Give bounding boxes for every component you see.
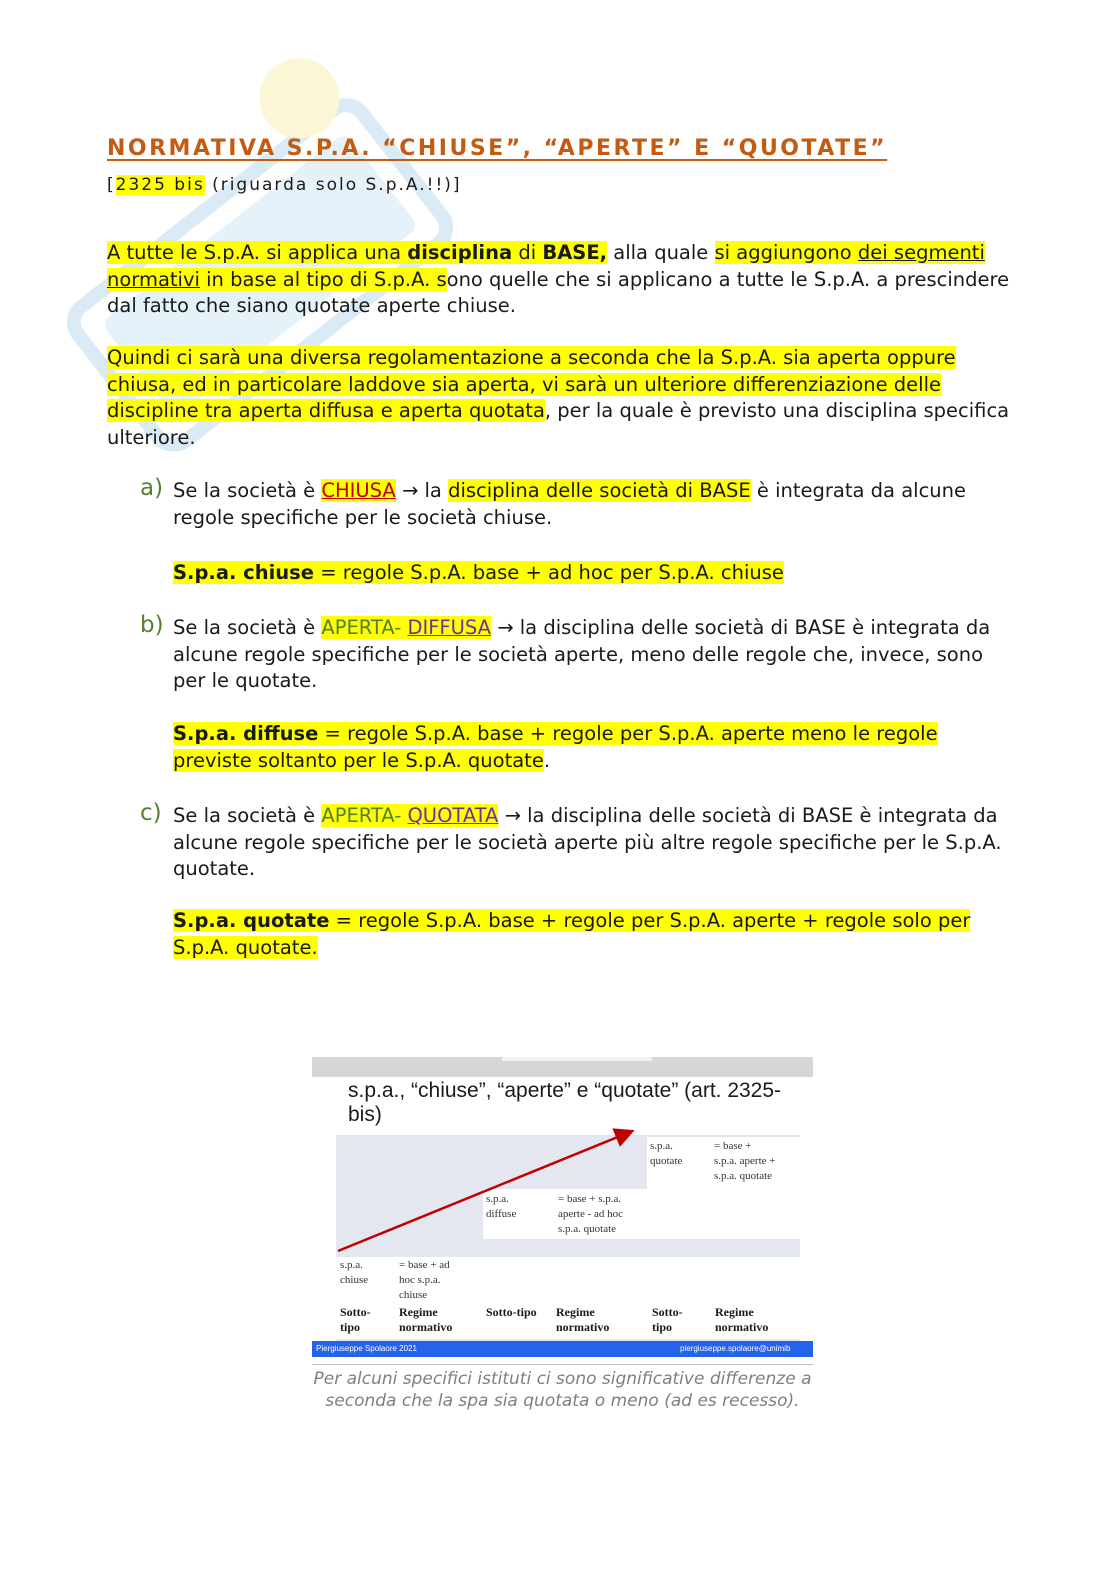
col-header: Regime normativo bbox=[399, 1305, 453, 1334]
slide-footer-email: piergiuseppe.spolaore@unimib bbox=[680, 1344, 791, 1353]
list-marker: c) bbox=[140, 800, 162, 826]
diffuse-regime: = base + s.p.a. aperte - ad hoc s.p.a. quotate bbox=[558, 1193, 624, 1235]
slide-footer bbox=[312, 1341, 813, 1357]
slide-image bbox=[312, 1057, 813, 1357]
list-item-text: Se la società è APERTA- QUOTATA → la disciplina delle società di BASE è integrata da alcune regole specifiche per le società aperte più altre regole specifiche per le S.p.A. quotate. bbox=[173, 804, 1002, 880]
chiuse-regime: = base + ad hoc s.p.a. chiuse bbox=[399, 1259, 450, 1301]
col-header: Regime normativo bbox=[556, 1305, 610, 1334]
diffuse-label: s.p.a. diffuse bbox=[486, 1193, 517, 1220]
regulation-paragraph: Quindi ci sarà una diversa regolamentazione a seconda che la S.p.A. sia aperta oppure chiusa, ed in particolare laddove sia aperta, vi sarà un ulteriore differenziazione delle discipline tra aperta diffusa e aperta quotata, per la quale è previsto una disciplina specifica ulteriore. bbox=[107, 346, 1010, 449]
page-title: NORMATIVA S.P.A. “CHIUSE”, “APERTE” E “QUOTATE” bbox=[107, 136, 888, 161]
list-marker: a) bbox=[140, 475, 164, 501]
quotate-label: s.p.a. quotate bbox=[650, 1140, 683, 1167]
slide-footer-author: Piergiuseppe Spolaore 2021 bbox=[316, 1344, 417, 1353]
intro-paragraph: A tutte le S.p.A. si applica una disciplina di BASE, alla quale si aggiungono dei segmenti normativi in base al tipo di S.p.A. sono quelle che si applicano a tutte le S.p.A. a prescindere dal fatto che siano quotate aperte chiuse. bbox=[107, 241, 1010, 317]
list-item-text: Se la società è APERTA- DIFFUSA → la disciplina delle società di BASE è integrata da alcune regole specifiche per le società aperte, meno delle regole che, invece, sono per le quotate. bbox=[173, 616, 991, 692]
article-reference: [2325 bis (riguarda solo S.p.A.!!)] bbox=[107, 175, 462, 195]
chiuse-label: s.p.a. chiuse bbox=[340, 1259, 369, 1286]
list-item-text: Se la società è CHIUSA → la disciplina delle società di BASE è integrata da alcune regole specifiche per le società chiuse. bbox=[173, 479, 966, 529]
list-marker: b) bbox=[140, 612, 164, 638]
col-header: Sotto-tipo bbox=[486, 1305, 537, 1319]
caption-divider bbox=[312, 1364, 813, 1365]
progression-arrow bbox=[312, 1057, 813, 1357]
formula-quotate: S.p.a. quotate = regole S.p.A. base + regole per S.p.A. aperte + regole solo per S.p.A. quotate. bbox=[173, 909, 971, 959]
col-header: Sotto- tipo bbox=[652, 1305, 683, 1334]
formula-chiuse: S.p.a. chiuse = regole S.p.A. base + ad hoc per S.p.A. chiuse bbox=[173, 561, 784, 584]
figure-caption: Per alcuni specifici istituti ci sono significative differenze a seconda che la spa sia quotata o meno (ad es recesso). bbox=[313, 1369, 812, 1411]
col-header: Sotto- tipo bbox=[340, 1305, 371, 1334]
quotate-regime: = base + s.p.a. aperte + s.p.a. quotate bbox=[714, 1140, 776, 1182]
formula-diffuse: S.p.a. diffuse = regole S.p.A. base + regole per S.p.A. aperte meno le regole previste soltanto per le S.p.A. quotate. bbox=[173, 722, 938, 772]
slide-title: s.p.a., “chiuse”, “aperte” e “quotate” (art. 2325-bis) bbox=[348, 1079, 782, 1126]
col-header: Regime normativo bbox=[715, 1305, 769, 1334]
